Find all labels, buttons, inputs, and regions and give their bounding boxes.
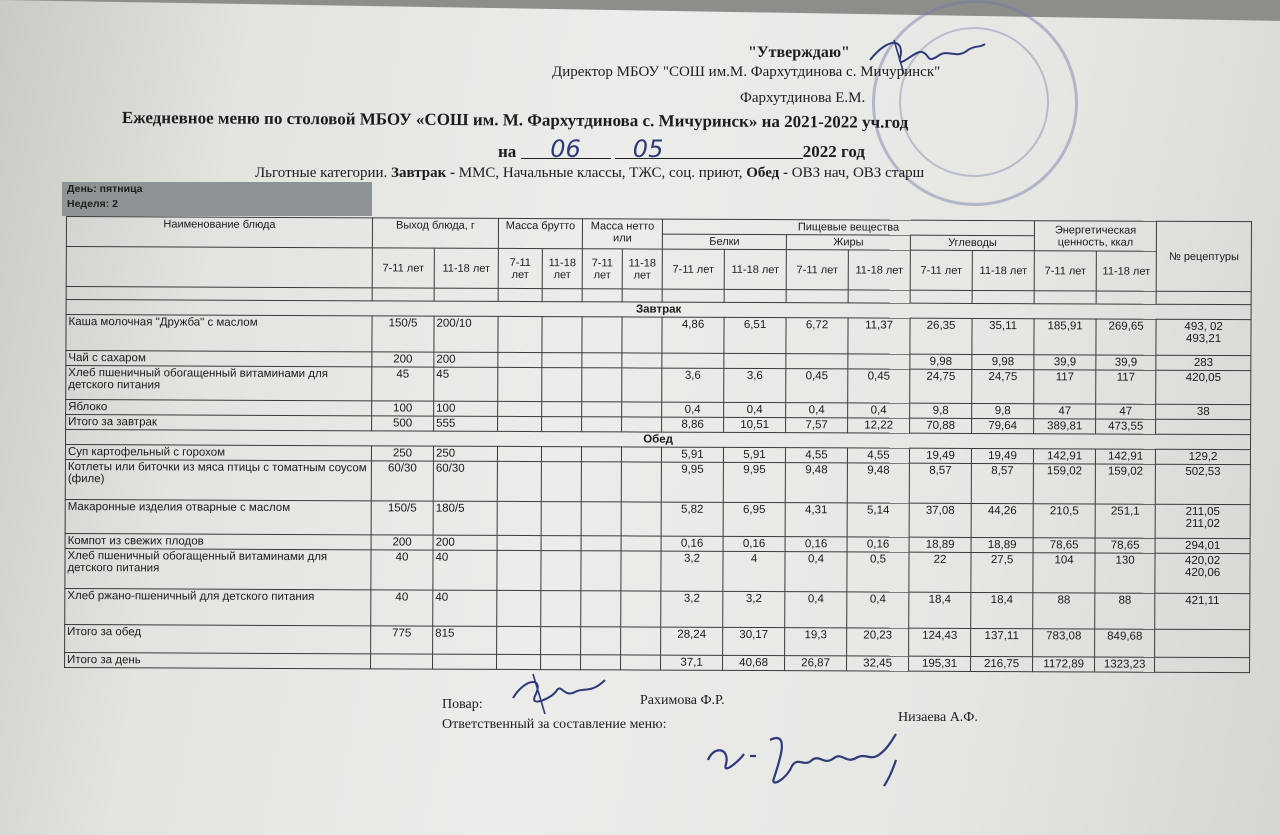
carb-11-18: 24,75: [972, 369, 1034, 403]
net-11-18: [622, 402, 662, 417]
gross-7-11: [497, 501, 541, 535]
energy-7-11: 104: [1033, 553, 1095, 593]
table-row: [65, 459, 1250, 504]
fat-7-11: 4,31: [785, 503, 847, 537]
blank-header-cell: [66, 247, 372, 288]
energy-7-11: 117: [1034, 370, 1096, 404]
protein-7-11: 3,2: [661, 551, 723, 591]
gross-11-18: [541, 462, 581, 502]
protein-7-11: 4,86: [662, 317, 724, 353]
net-11-18: [621, 551, 661, 591]
protein-11-18: 3,6: [724, 368, 786, 402]
age-header: 11-18 лет: [1096, 251, 1156, 291]
dish-name: Хлеб пшеничный обогащенный витаминами для детского питания: [66, 366, 372, 401]
energy-7-11: 1172,89: [1033, 657, 1095, 672]
carb-7-11: 18,4: [909, 592, 971, 628]
spacer-cell: [622, 289, 662, 302]
header-row-1: [66, 217, 1251, 237]
age-header: 7-11 лет: [582, 249, 622, 289]
fat-7-11: 0,4: [785, 592, 847, 628]
recipe-number: 211,05 211,02: [1155, 504, 1250, 538]
energy-7-11: 39,9: [1034, 355, 1096, 370]
carb-11-18: 8,57: [971, 463, 1033, 503]
recipe-number: [1156, 419, 1251, 434]
spacer-cell: [662, 289, 724, 302]
net-label: Масса нетто: [590, 220, 655, 233]
energy-11-18: 159,02: [1095, 464, 1155, 504]
gross-7-11: [497, 626, 541, 654]
yield-7-11: 45: [372, 367, 434, 401]
date-month: 05: [615, 140, 803, 159]
spacer-cell: [910, 290, 972, 303]
fat-7-11: 26,87: [785, 656, 847, 671]
net-7-11: [581, 447, 621, 462]
age-header: 11-18 лет: [542, 249, 582, 289]
cook-signature: [505, 668, 615, 718]
director-name: Фархутдинова Е.М.: [740, 90, 866, 106]
col-energy-header: Энергетическая ценность, ккал: [1034, 221, 1156, 252]
energy-11-18: 849,68: [1095, 629, 1155, 657]
spacer-cell: [786, 290, 848, 303]
fat-11-18: 0,5: [847, 552, 909, 592]
recipe-number: 129,2: [1156, 449, 1251, 464]
gross-7-11: [497, 550, 541, 590]
net-11-18: [621, 447, 661, 462]
energy-11-18: 117: [1096, 370, 1156, 404]
spacer-cell: [724, 289, 786, 302]
dish-name: Котлеты или биточки из мяса птицы с томатным соусом (филе): [65, 459, 371, 500]
protein-7-11: 0,16: [661, 536, 723, 551]
carb-7-11: 24,75: [910, 369, 972, 403]
page-title: Ежедневное меню по столовой МБОУ «СОШ им. М. Фархутдинова с. Мичуринск» на 2021-2022 уч.год: [121, 108, 909, 132]
yield-11-18: 200/10: [434, 316, 498, 352]
spacer-cell: [372, 288, 434, 301]
net-7-11: [581, 627, 621, 655]
carb-7-11: 8,57: [909, 463, 971, 503]
net-label-2: или: [613, 232, 632, 245]
yield-11-18: 180/5: [433, 501, 497, 535]
gross-7-11: [497, 461, 541, 501]
subtitle-part: Льготные категории.: [255, 165, 392, 181]
dish-name: Итого за день: [65, 652, 371, 668]
net-11-18: [622, 353, 662, 368]
carb-11-18: 19,49: [971, 448, 1033, 463]
carb-11-18: 9,98: [972, 354, 1034, 369]
cook-label: Повар:: [442, 697, 483, 712]
age-header: 7-11 лет: [662, 249, 724, 289]
protein-7-11: 37,1: [661, 655, 723, 670]
dish-name: Каша молочная "Дружба" с маслом: [66, 315, 372, 352]
yield-11-18: [433, 654, 497, 669]
yield-11-18: 250: [433, 446, 497, 461]
protein-7-11: 28,24: [661, 627, 723, 655]
gross-11-18: [542, 353, 582, 368]
age-header: 7-11 лет: [786, 250, 848, 290]
age-header: 11-18 лет: [434, 248, 498, 288]
carb-11-18: 18,4: [971, 592, 1033, 628]
gross-7-11: [498, 401, 542, 416]
carb-11-18: 18,89: [971, 537, 1033, 552]
date-prefix: на: [498, 142, 517, 161]
gross-7-11: [498, 367, 542, 401]
net-11-18: [622, 417, 662, 432]
table-row: [65, 548, 1250, 593]
protein-11-18: 0,4: [724, 402, 786, 417]
age-header: 11-18 лет: [724, 249, 786, 289]
spacer-cell: [1034, 291, 1096, 304]
dish-name: Суп картофельный с горохом: [65, 445, 371, 461]
date-day: 06: [521, 140, 611, 159]
cook-name: Рахимова Ф.Р.: [640, 693, 725, 708]
fat-11-18: 12,22: [848, 418, 910, 433]
net-11-18: [621, 536, 661, 551]
spacer-cell: [848, 290, 910, 303]
protein-11-18: 40,68: [723, 655, 785, 670]
net-11-18: [621, 462, 661, 502]
menu-table: [64, 216, 1252, 673]
week-label: Неделя: 2: [67, 198, 118, 210]
col-name-header: Наименование блюда: [66, 217, 372, 248]
gross-7-11: [498, 316, 542, 352]
fat-7-11: 0,45: [786, 369, 848, 403]
yield-11-18: 200: [434, 352, 498, 367]
dish-name: Хлеб пшеничный обогащенный витаминами для детского питания: [65, 548, 371, 589]
recipe-number: 421,11: [1155, 593, 1250, 629]
yield-11-18: 40: [433, 590, 497, 626]
fat-11-18: 0,16: [847, 537, 909, 552]
fat-11-18: 0,4: [848, 403, 910, 418]
net-7-11: [582, 417, 622, 432]
fat-7-11: 9,48: [785, 463, 847, 503]
col-proteins-header: Белки: [662, 234, 786, 250]
energy-7-11: 389,81: [1034, 419, 1096, 434]
fat-11-18: 9,48: [847, 463, 909, 503]
section-title: Обед: [66, 430, 1251, 450]
col-carbs-header: Углеводы: [910, 235, 1034, 251]
spacer-cell: [434, 288, 498, 301]
section-title: Завтрак: [66, 300, 1251, 320]
protein-7-11: 0,4: [662, 402, 724, 417]
gross-11-18: [542, 368, 582, 402]
net-11-18: [621, 502, 661, 536]
yield-7-11: 200: [372, 352, 434, 367]
fat-7-11: 0,4: [786, 403, 848, 418]
protein-11-18: 9,95: [723, 462, 785, 502]
net-7-11: [581, 551, 621, 591]
yield-11-18: 45: [434, 367, 498, 401]
protein-11-18: 5,91: [723, 447, 785, 462]
gross-11-18: [542, 402, 582, 417]
spacer-cell: [66, 287, 372, 301]
gross-11-18: [542, 317, 582, 353]
energy-11-18: 269,65: [1096, 319, 1156, 355]
carb-7-11: 195,31: [909, 656, 971, 671]
spacer-cell: [1156, 291, 1251, 304]
fat-7-11: 0,16: [785, 537, 847, 552]
gross-7-11: [497, 446, 541, 461]
age-header: 11-18 лет: [622, 249, 662, 289]
protein-7-11: [662, 353, 724, 368]
spacer-cell: [972, 290, 1034, 303]
dish-name: Хлеб ржано-пшеничный для детского питания: [65, 588, 371, 625]
protein-7-11: 9,95: [661, 462, 723, 502]
dish-name: Компот из свежих плодов: [65, 533, 371, 549]
protein-11-18: 4: [723, 551, 785, 591]
carb-11-18: 79,64: [972, 418, 1034, 433]
net-7-11: [582, 353, 622, 368]
carb-7-11: 37,08: [909, 503, 971, 537]
carb-7-11: 19,49: [909, 448, 971, 463]
net-11-18: [621, 627, 661, 655]
protein-7-11: 5,91: [661, 447, 723, 462]
yield-7-11: 100: [372, 401, 434, 416]
energy-11-18: 142,91: [1096, 449, 1156, 464]
fat-7-11: 4,55: [785, 448, 847, 463]
dish-name: Яблоко: [66, 400, 372, 416]
fat-7-11: 0,4: [785, 552, 847, 592]
carb-11-18: 216,75: [971, 656, 1033, 671]
net-11-18: [622, 368, 662, 402]
carb-7-11: 124,43: [909, 628, 971, 656]
gross-7-11: [497, 535, 541, 550]
energy-7-11: 210,5: [1033, 504, 1095, 538]
net-11-18: [621, 655, 661, 670]
protein-11-18: 30,17: [723, 627, 785, 655]
day-band: [62, 182, 372, 216]
yield-11-18: 100: [434, 401, 498, 416]
net-7-11: [581, 462, 621, 502]
yield-11-18: 60/30: [433, 461, 497, 501]
yield-7-11: 40: [371, 590, 433, 626]
age-header: 11-18 лет: [972, 250, 1034, 290]
col-gross-header: Масса брутто: [498, 218, 582, 248]
dish-name: Итого за завтрак: [66, 415, 372, 431]
director-line: Директор МБОУ "СОШ им.М. Фархутдинова с. Мичуринск": [552, 64, 941, 80]
gross-11-18: [541, 502, 581, 536]
fat-11-18: 20,23: [847, 628, 909, 656]
carb-11-18: 35,11: [972, 318, 1034, 354]
col-nutrients-header: Пищевые вещества: [662, 219, 1034, 236]
energy-7-11: 47: [1034, 404, 1096, 419]
recipe-number: 38: [1156, 404, 1251, 419]
subtitle-part: ММС, Начальные классы, ТЖС, соц. приют,: [458, 165, 747, 181]
gross-11-18: [541, 447, 581, 462]
gross-11-18: [541, 536, 581, 551]
gross-7-11: [497, 590, 541, 626]
responsible-label: Ответственный за составление меню:: [442, 717, 667, 732]
net-7-11: [581, 536, 621, 551]
carb-7-11: 26,35: [910, 318, 972, 354]
fat-11-18: [848, 354, 910, 369]
yield-7-11: 250: [371, 446, 433, 461]
carb-7-11: 18,89: [909, 537, 971, 552]
table-row: [66, 315, 1251, 356]
protein-11-18: [724, 353, 786, 368]
approve-label: "Утверждаю": [748, 44, 850, 61]
responsible-name: Низаева А.Ф.: [898, 710, 978, 725]
protein-11-18: 6,51: [724, 317, 786, 353]
energy-7-11: 142,91: [1034, 449, 1096, 464]
header-row-3: [66, 247, 1251, 292]
recipe-number: 283: [1156, 355, 1251, 370]
gross-7-11: [498, 352, 542, 367]
age-header: 7-11 лет: [910, 250, 972, 290]
subtitle-bold: Обед -: [746, 165, 792, 181]
fat-11-18: 5,14: [847, 503, 909, 537]
responsible-signature: [700, 720, 920, 795]
yield-11-18: 40: [433, 550, 497, 590]
subtitle-part: ОВЗ нач, ОВЗ старш: [791, 165, 925, 181]
subtitle-bold: Завтрак -: [391, 165, 459, 181]
recipe-number: 294,01: [1155, 538, 1250, 553]
menu-body: [65, 287, 1252, 673]
day-label: День: пятница: [67, 183, 143, 195]
carb-7-11: 22: [909, 552, 971, 592]
protein-7-11: 8,86: [662, 417, 724, 432]
net-7-11: [582, 317, 622, 353]
col-fats-header: Жиры: [786, 235, 910, 251]
net-7-11: [582, 402, 622, 417]
fat-7-11: 6,72: [786, 318, 848, 354]
fat-7-11: 19,3: [785, 628, 847, 656]
energy-11-18: 473,55: [1096, 419, 1156, 434]
energy-11-18: 1323,23: [1095, 657, 1155, 672]
protein-7-11: 5,82: [661, 502, 723, 536]
age-header: 7-11 лет: [498, 248, 542, 288]
protein-11-18: 0,16: [723, 536, 785, 551]
energy-7-11: 185,91: [1034, 319, 1096, 355]
fat-11-18: 11,37: [848, 318, 910, 354]
age-header: 11-18 лет: [848, 250, 910, 290]
dish-name: Итого за обед: [65, 624, 371, 653]
table-row: [66, 366, 1251, 405]
yield-7-11: 60/30: [371, 461, 433, 501]
protein-11-18: 3,2: [723, 591, 785, 627]
energy-11-18: 130: [1095, 553, 1155, 593]
carb-7-11: 70,88: [910, 418, 972, 433]
fat-7-11: 7,57: [786, 418, 848, 433]
protein-7-11: 3,2: [661, 591, 723, 627]
gross-11-18: [541, 551, 581, 591]
spacer-cell: [542, 289, 582, 302]
subtitle: [255, 165, 924, 182]
yield-7-11: 150/5: [371, 501, 433, 535]
energy-7-11: 78,65: [1033, 538, 1095, 553]
energy-7-11: 159,02: [1033, 464, 1095, 504]
yield-7-11: 40: [371, 550, 433, 590]
spacer-cell: [1096, 291, 1156, 304]
col-recipe-header: № рецептуры: [1156, 221, 1251, 291]
fat-11-18: 32,45: [847, 656, 909, 671]
carb-7-11: 9,98: [910, 354, 972, 369]
yield-7-11: 200: [371, 535, 433, 550]
age-header: 7-11 лет: [1034, 251, 1096, 291]
spacer-cell: [582, 289, 622, 302]
gross-7-11: [498, 416, 542, 431]
date-year: 2022 год: [802, 142, 865, 161]
dish-name: Макаронные изделия отварные с маслом: [65, 499, 371, 534]
energy-7-11: 783,08: [1033, 629, 1095, 657]
gross-11-18: [541, 627, 581, 655]
net-7-11: [581, 502, 621, 536]
recipe-number: 420,02 420,06: [1155, 553, 1250, 593]
protein-7-11: 3,6: [662, 368, 724, 402]
carb-11-18: 137,11: [971, 628, 1033, 656]
dish-name: Чай с сахаром: [66, 351, 372, 367]
net-7-11: [582, 368, 622, 402]
date-line: [498, 135, 865, 163]
yield-7-11: 150/5: [372, 316, 434, 352]
net-11-18: [622, 317, 662, 353]
yield-7-11: [371, 654, 433, 669]
net-7-11: [581, 591, 621, 627]
recipe-number: [1155, 629, 1250, 657]
col-net-header: [582, 219, 662, 249]
net-11-18: [621, 591, 661, 627]
age-header: 7-11 лет: [372, 248, 434, 288]
gross-11-18: [541, 591, 581, 627]
recipe-number: 502,53: [1155, 464, 1250, 504]
energy-7-11: 88: [1033, 593, 1095, 629]
fat-11-18: 4,55: [847, 448, 909, 463]
yield-7-11: 500: [372, 416, 434, 431]
carb-11-18: 27,5: [971, 552, 1033, 592]
yield-11-18: 815: [433, 626, 497, 654]
col-yield-header: Выход блюда, г: [372, 218, 498, 249]
protein-11-18: 6,95: [723, 502, 785, 536]
carb-7-11: 9,8: [910, 403, 972, 418]
table-row: [65, 499, 1250, 538]
carb-11-18: 9,8: [972, 403, 1034, 418]
recipe-number: 420,05: [1156, 370, 1251, 404]
protein-11-18: 10,51: [724, 417, 786, 432]
fat-11-18: 0,45: [848, 369, 910, 403]
yield-7-11: 775: [371, 626, 433, 654]
energy-11-18: 47: [1096, 404, 1156, 419]
fat-11-18: 0,4: [847, 592, 909, 628]
fat-7-11: [786, 354, 848, 369]
gross-11-18: [542, 417, 582, 432]
energy-11-18: 251,1: [1095, 504, 1155, 538]
energy-11-18: 39,9: [1096, 355, 1156, 370]
spacer-cell: [498, 288, 542, 301]
recipe-number: [1155, 657, 1250, 672]
energy-11-18: 78,65: [1095, 538, 1155, 553]
yield-11-18: 555: [434, 416, 498, 431]
table-row: [65, 588, 1250, 629]
carb-11-18: 44,26: [971, 503, 1033, 537]
yield-11-18: 200: [433, 535, 497, 550]
energy-11-18: 88: [1095, 593, 1155, 629]
recipe-number: 493, 02 493,21: [1156, 319, 1251, 355]
